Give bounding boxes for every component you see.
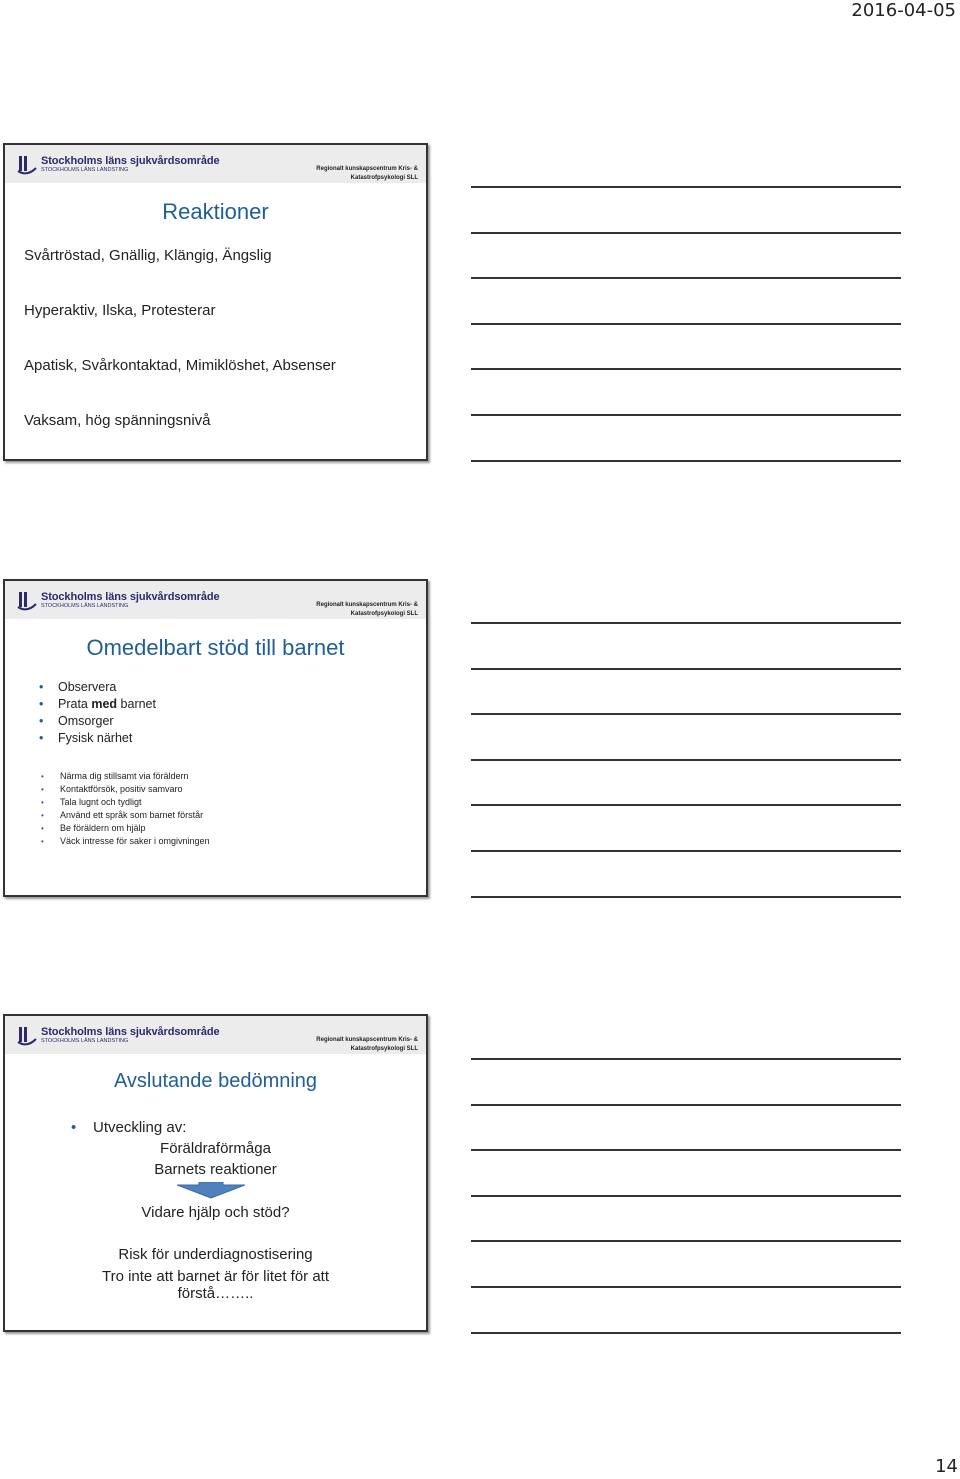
note-line (471, 804, 901, 806)
note-line (471, 713, 901, 715)
slide-header-banner (5, 581, 426, 619)
assessment-line: Tro inte att barnet är för litet för att (101, 1268, 330, 1285)
note-line (471, 277, 901, 279)
assessment-line: Risk för underdiagnostisering (118, 1246, 313, 1263)
list-item: • Närma dig stillsamt via föräldern (39, 770, 210, 783)
slide-omedelbart-stod (3, 579, 428, 897)
note-line (471, 1332, 901, 1334)
logo-mark-icon (17, 1026, 37, 1046)
note-line (471, 1286, 901, 1288)
print-date: 2016-04-05 (851, 0, 956, 21)
note-line (471, 368, 901, 370)
assessment-line: Barnets reaktioner (154, 1161, 277, 1178)
assessment-line: Föräldraförmåga (160, 1140, 271, 1157)
note-line (471, 850, 901, 852)
logo-subtitle: STOCKHOLMS LÄNS LANDSTING (41, 603, 129, 609)
note-line (471, 414, 901, 416)
org-label: Regionalt kunskapscentrum Kris- & Katastrofpsykologi SLL (316, 602, 418, 617)
note-line (471, 622, 901, 624)
note-line (471, 1149, 901, 1151)
list-item: • Be föräldern om hjälp (39, 822, 210, 835)
note-line (471, 323, 901, 325)
reaction-line: Hyperaktiv, Ilska, Protesterar (24, 302, 216, 319)
note-line (471, 460, 901, 462)
logo-name: Stockholms läns sjukvårdsområde (41, 155, 220, 167)
slide-reaktioner (3, 143, 428, 461)
slide-title: Reaktioner (162, 199, 269, 224)
page-number: 14 (935, 1456, 958, 1477)
notes-lines (471, 622, 901, 941)
logo-subtitle: STOCKHOLMS LÄNS LANDSTING (41, 167, 129, 173)
list-item: • Omsorger (37, 713, 156, 730)
list-item: • Tala lugnt och tydligt (39, 796, 210, 809)
bullet-icon: • (71, 1119, 77, 1136)
list-item: • Kontaktförsök, positiv samvaro (39, 783, 210, 796)
note-line (471, 1104, 901, 1106)
logo-name: Stockholms läns sjukvårdsområde (41, 1026, 220, 1038)
note-line (471, 896, 901, 898)
slide-header-banner (5, 1016, 426, 1054)
note-line (471, 1058, 901, 1060)
notes-lines (471, 186, 901, 505)
logo-name: Stockholms läns sjukvårdsområde (41, 591, 220, 603)
slide-header-banner (5, 145, 426, 183)
logo-mark-icon (17, 155, 37, 175)
logo-mark-icon (17, 591, 37, 611)
reaction-line: Apatisk, Svårkontaktad, Mimiklöshet, Absenser (24, 357, 336, 374)
detail-bullet-list (39, 770, 210, 848)
notes-lines (471, 1058, 901, 1377)
note-line (471, 1240, 901, 1242)
note-line (471, 186, 901, 188)
slide-title: Avslutande bedömning (113, 1070, 318, 1092)
org-label: Regionalt kunskapscentrum Kris- & Katastrofpsykologi SLL (316, 1037, 418, 1052)
list-item: • Använd ett språk som barnet förstår (39, 809, 210, 822)
assessment-line: Vidare hjälp och stöd? (141, 1204, 290, 1221)
note-line (471, 668, 901, 670)
main-bullet-list (37, 679, 156, 747)
down-arrow-icon (177, 1182, 245, 1200)
org-label: Regionalt kunskapscentrum Kris- & Katastrofpsykologi SLL (316, 166, 418, 181)
assessment-line: förstå…….. (177, 1285, 254, 1302)
slide-avslutande-bedomning: Stockholms läns sjukvårdsområde STOCKHOLMS LÄNS LANDSTING Regionalt kunskapscentrum Kris- & Katastrofpsykologi SLL Avslutande bedömning • Utveckling av: Föräldraförmåga Barnets reaktioner Vidare hjälp och stöd? Risk för underdiagnostisering Tro inte att barnet är för litet för att förstå…….. (3, 1014, 428, 1332)
list-item: • Väck intresse för saker i omgivningen (39, 835, 210, 848)
list-item: • Observera (37, 679, 156, 696)
list-item: • Prata med barnet (37, 696, 156, 713)
note-line (471, 1195, 901, 1197)
note-line (471, 759, 901, 761)
slide-title: Omedelbart stöd till barnet (86, 635, 345, 660)
list-item: • Fysisk närhet (37, 730, 156, 747)
note-line (471, 232, 901, 234)
reaction-line: Vaksam, hög spänningsnivå (24, 412, 211, 429)
reaction-line: Svårtröstad, Gnällig, Klängig, Ängslig (24, 247, 272, 264)
logo-subtitle: STOCKHOLMS LÄNS LANDSTING (41, 1038, 129, 1044)
